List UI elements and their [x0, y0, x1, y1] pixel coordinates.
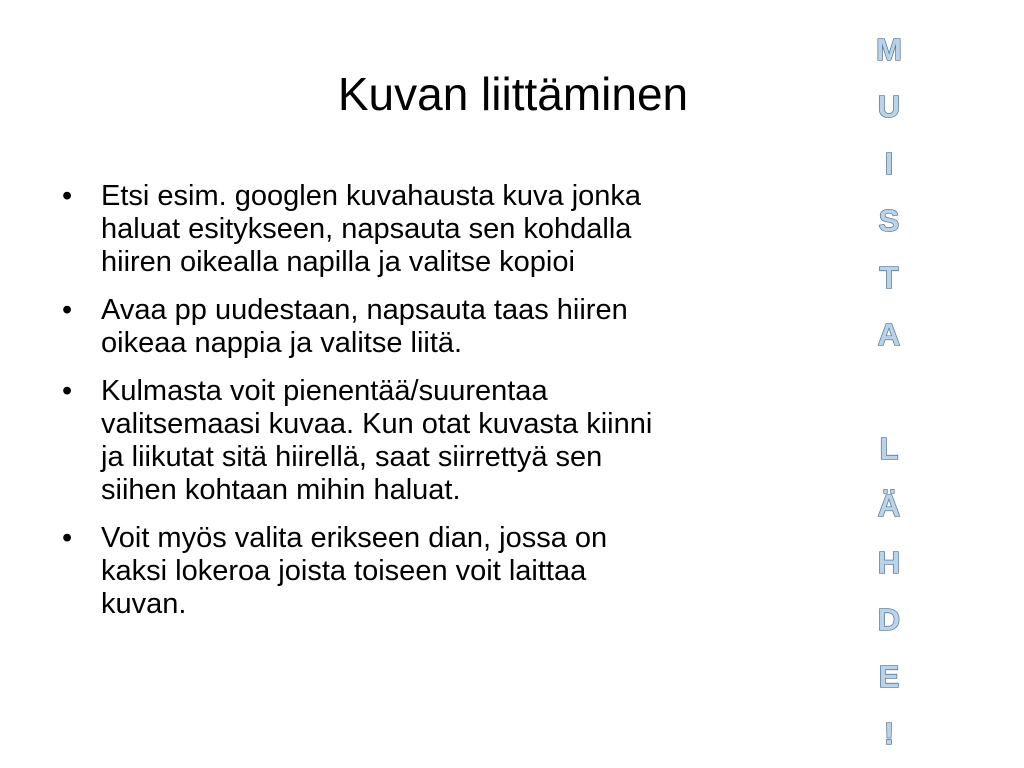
bullet-item: [58, 180, 848, 279]
side-note-letter: !: [883, 716, 895, 751]
bullet-marker: •: [62, 294, 73, 326]
bullet-marker: •: [62, 375, 73, 407]
bullet-line: haluat esitykseen, napsauta sen kohdalla: [101, 213, 632, 245]
side-note-letter: D: [877, 602, 901, 637]
side-note-letter: L: [879, 431, 899, 466]
side-note-letter: M: [876, 32, 902, 67]
bullet-item: [58, 522, 848, 621]
bullet-line: hiiren oikealla napilla ja valitse kopioi: [101, 246, 575, 278]
bullet-marker: •: [62, 522, 73, 554]
bullet-line: valitsemaasi kuvaa. Kun otat kuvasta kiinni: [101, 408, 653, 440]
bullet-line: kaksi lokeroa joista toiseen voit laittaa: [101, 555, 587, 587]
bullet-line: Kulmasta voit pienentää/suurentaa: [101, 375, 548, 407]
bullet-list: [58, 180, 848, 636]
bullet-marker: •: [62, 180, 73, 212]
bullet-line: ja liikutat sitä hiirellä, saat siirrettyä sen: [101, 441, 603, 473]
bullet-line: kuvan.: [101, 588, 187, 620]
vertical-side-note: [866, 30, 912, 760]
bullet-line: Voit myös valita erikseen dian, jossa on: [101, 522, 608, 554]
side-note-letter: E: [878, 659, 900, 694]
side-note-letter: I: [884, 146, 894, 181]
side-note-letter: U: [877, 89, 901, 124]
bullet-item: [58, 375, 848, 507]
side-note-letter: H: [877, 545, 901, 580]
side-note-letter: Ä: [877, 488, 901, 523]
bullet-line: Avaa pp uudestaan, napsauta taas hiiren: [101, 294, 628, 326]
side-note-lettering: [866, 30, 912, 760]
bullet-line: Etsi esim. googlen kuvahausta kuva jonka: [101, 180, 642, 212]
slide-title: Kuvan liittäminen: [337, 68, 689, 120]
side-note-letter: T: [879, 260, 899, 295]
side-note-letter: A: [877, 317, 901, 352]
bullet-line: siihen kohtaan mihin haluat.: [101, 474, 461, 506]
side-note-letter: S: [878, 203, 900, 238]
bullet-line: oikeaa nappia ja valitse liitä.: [101, 327, 463, 359]
bullet-item: [58, 294, 848, 360]
